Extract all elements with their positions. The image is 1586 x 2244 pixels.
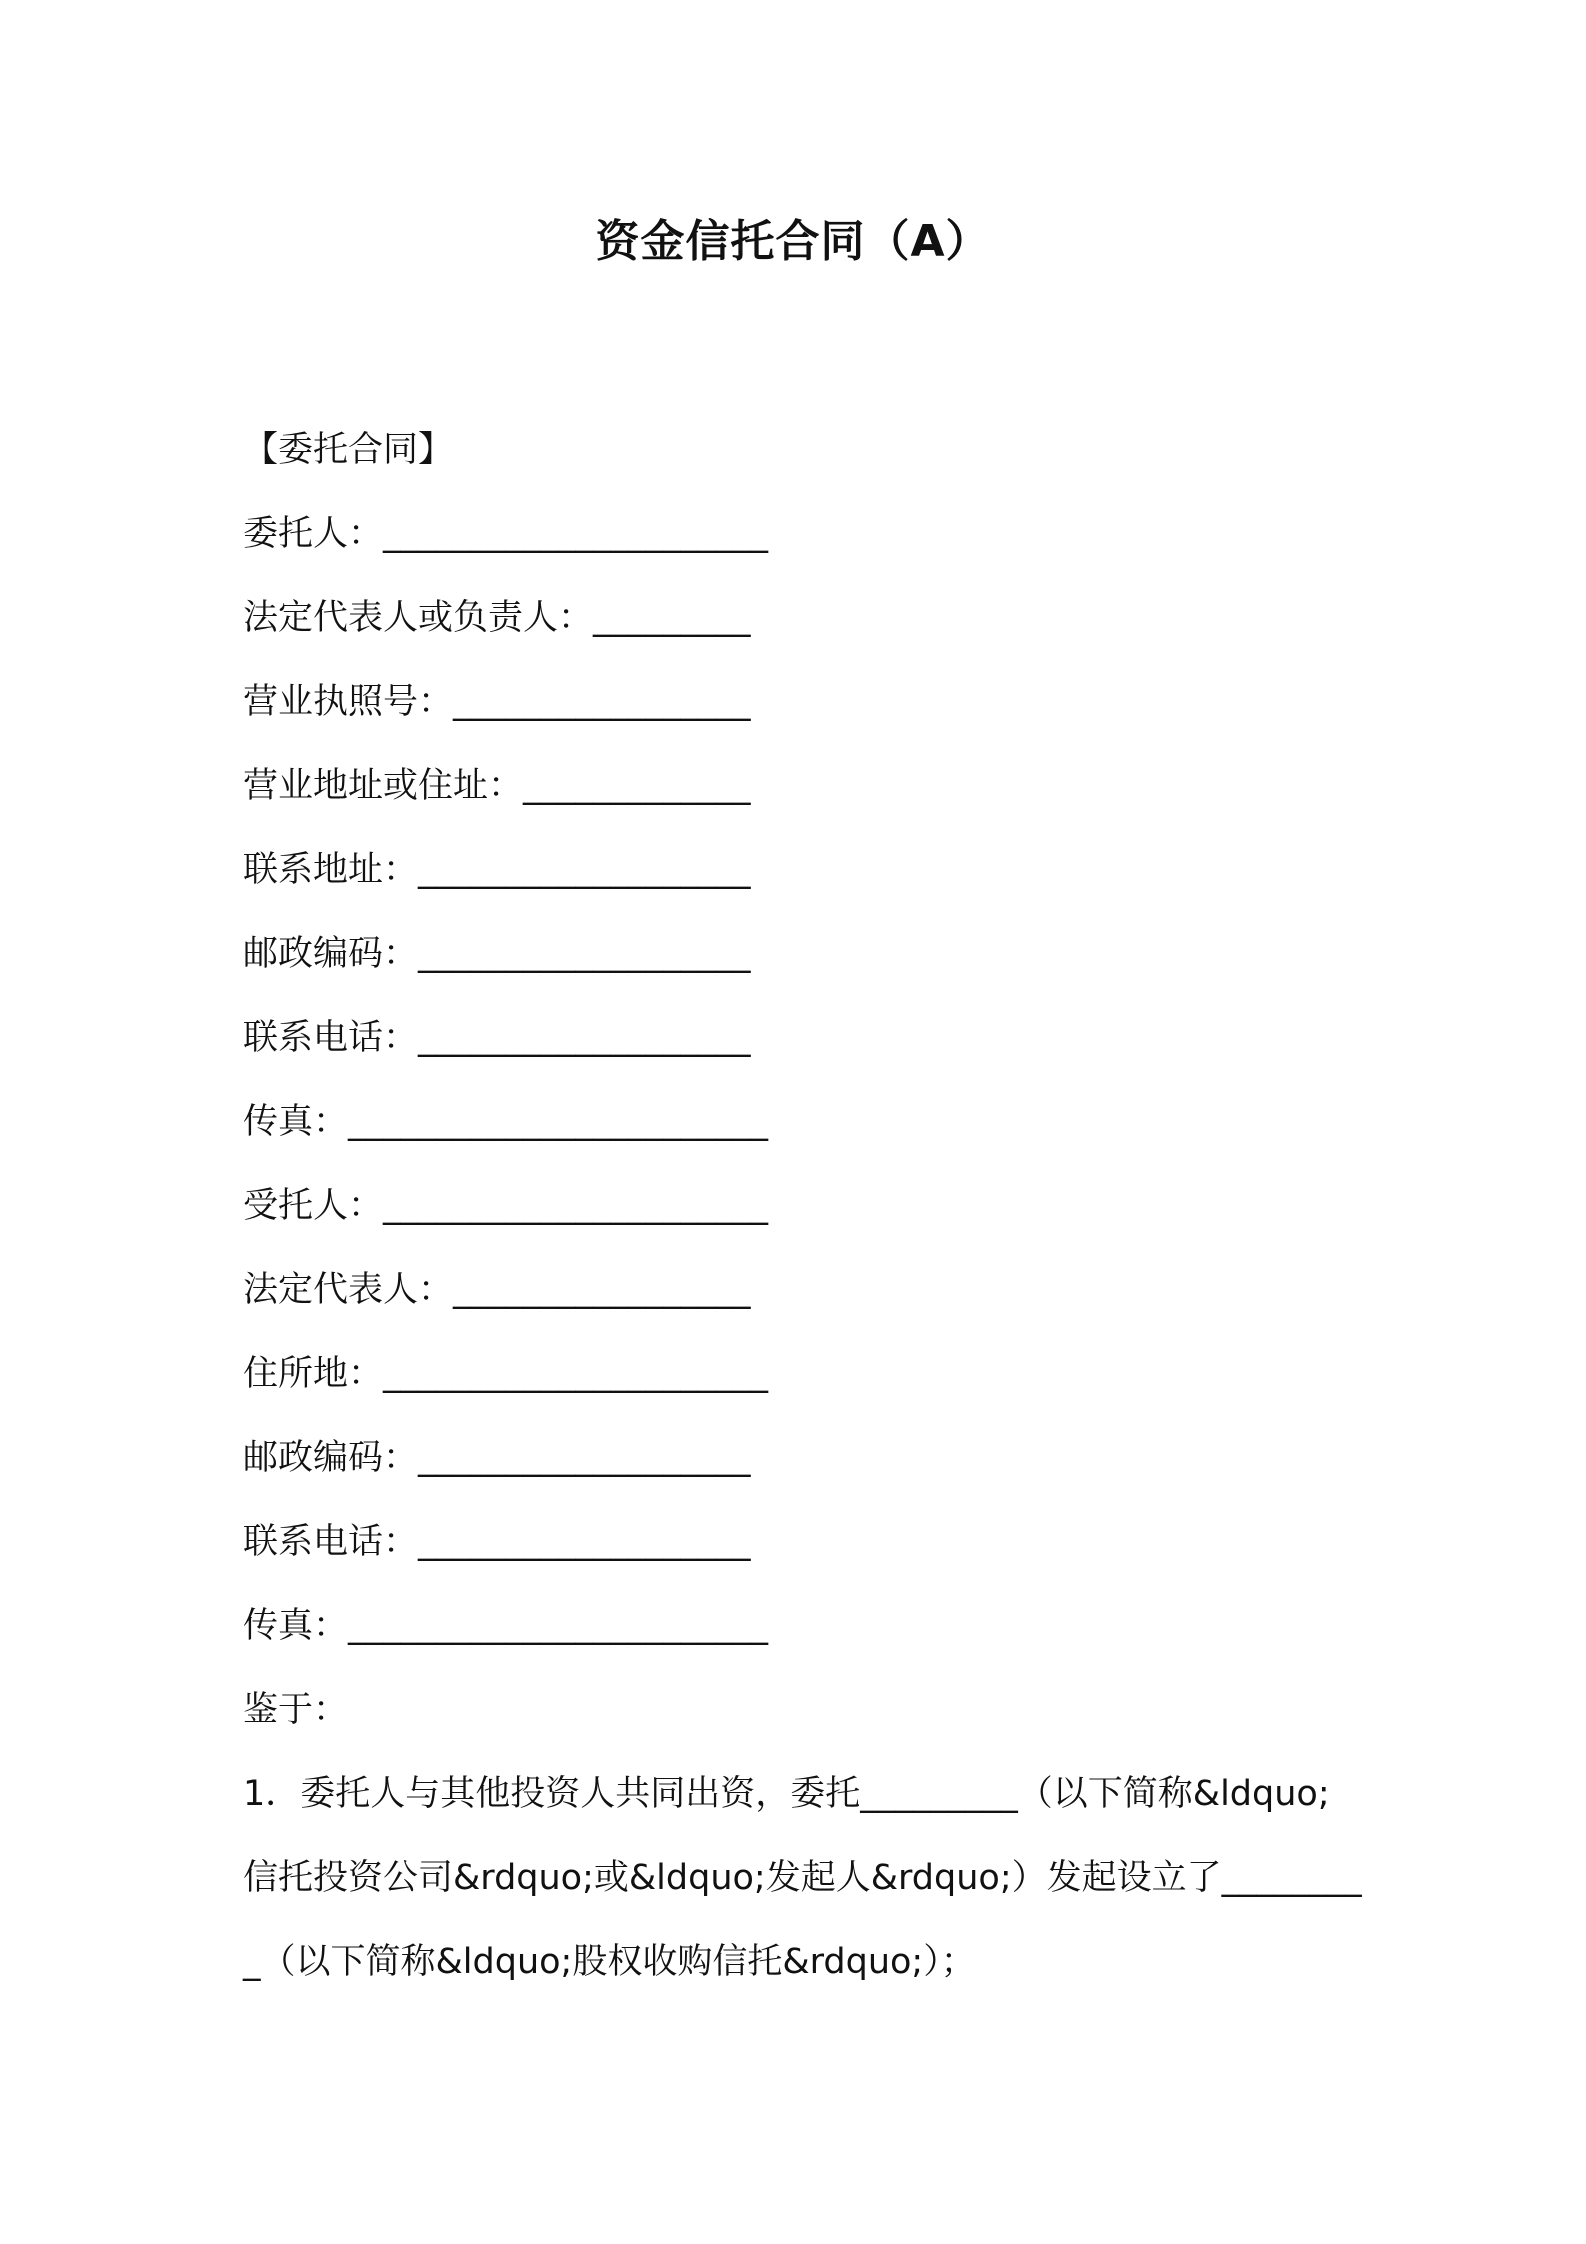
field-line-principal: 委托人：______________________ — [243, 514, 769, 554]
field-line-fax: 传真：________________________ — [243, 1102, 769, 1142]
field-line-trustee-postal-code: 邮政编码：___________________ — [243, 1438, 751, 1478]
document-title: 资金信托合同（A） — [595, 216, 991, 267]
field-line-domicile: 住所地：______________________ — [243, 1354, 769, 1394]
field-line-legal-representative: 法定代表人或负责人：_________ — [243, 598, 751, 638]
section-heading: 【委托合同】 — [243, 430, 454, 470]
whereas-heading: 鉴于： — [243, 1690, 349, 1730]
document-body — [243, 408, 1383, 2004]
field-line-business-address: 营业地址或住址：_____________ — [243, 766, 751, 806]
paragraph-1: 1．委托人与其他投资人共同出资，委托_________（以下简称&ldquo;信托投资公司&rdquo;或&ldquo;发起人&rdquo;）发起设立了_________（以下简称&ldquo;股权收购信托&rdquo;）； — [243, 1774, 1362, 1982]
field-line-business-license: 营业执照号：_________________ — [243, 682, 751, 722]
field-line-trustee-fax: 传真：________________________ — [243, 1606, 769, 1646]
field-line-contact-address: 联系地址：___________________ — [243, 850, 751, 890]
field-line-postal-code: 邮政编码：___________________ — [243, 934, 751, 974]
field-line-trustee-legal-representative: 法定代表人：_________________ — [243, 1270, 751, 1310]
field-line-phone: 联系电话：___________________ — [243, 1018, 751, 1058]
field-line-trustee: 受托人：______________________ — [243, 1186, 769, 1226]
field-line-trustee-phone: 联系电话：___________________ — [243, 1522, 751, 1562]
